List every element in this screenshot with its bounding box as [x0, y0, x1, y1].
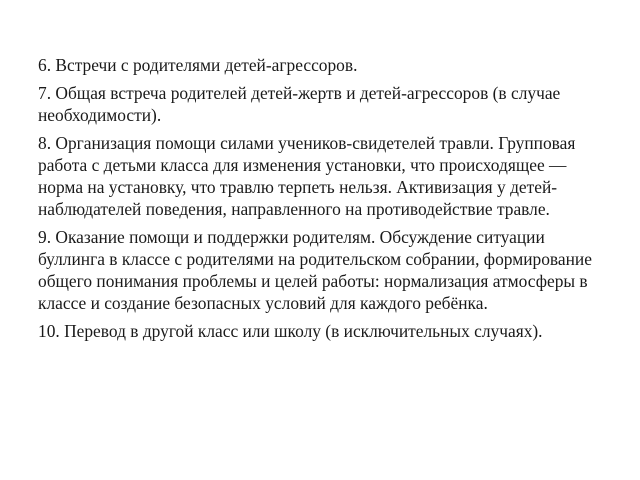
list-item-6: 6. Встречи с родителями детей-агрессоров. — [38, 55, 358, 75]
document-body — [38, 54, 610, 348]
list-item-10: 10. Перевод в другой класс или школу (в исключительных случаях). — [38, 321, 543, 341]
list-item-9: 9. Оказание помощи и поддержки родителям. Обсуждение ситуации буллинга в классе с родителями на родительском собрании, формирование общего понимания проблемы и целей работы: нормализация атмосферы в классе и создание безопасных условий для каждого ребёнка. — [38, 227, 592, 313]
list-item-8: 8. Организация помощи силами учеников-свидетелей травли. Групповая работа с детьми класса для изменения установки, что происходящее — норма на установку, что травлю терпеть нельзя. Активизация у детей-наблюдателей поведения, направленного на противодействие травле. — [38, 133, 576, 219]
list-item-7: 7. Общая встреча родителей детей-жертв и детей-агрессоров (в случае необходимости). — [38, 83, 561, 125]
